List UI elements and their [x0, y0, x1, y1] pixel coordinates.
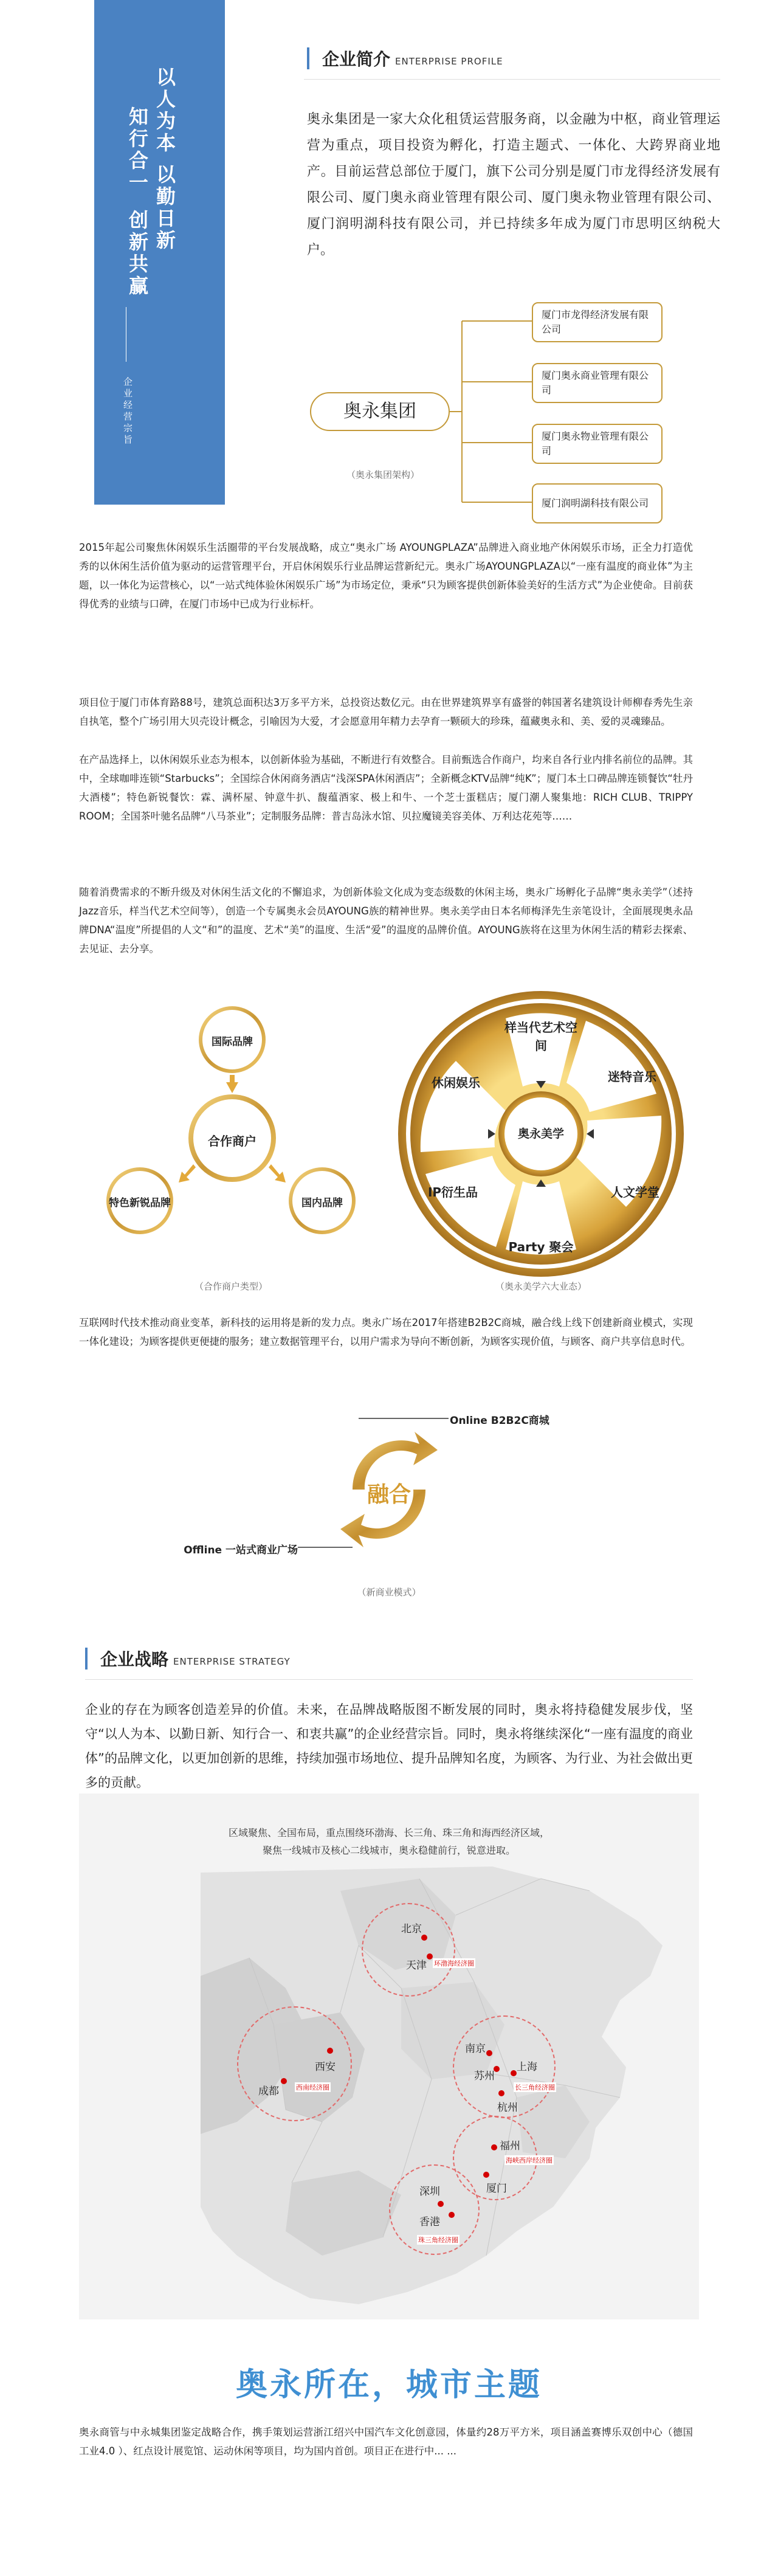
strategy-title-en: ENTERPRISE STRATEGY [173, 1656, 291, 1667]
internet-body: 互联网时代技术推动商业变革，新科技的运用将是新的发力点。奥永广场在2017年搭建B2B2C商城，融合线上线下创建新商业模式，实现一体化建设；为顾客提供更便捷的服务；建立数据管理平台，以用户需求为导向不断创新，为顾客实现价值，与顾客、商户共享信息时代。 [79, 1317, 693, 1347]
slogan-line-1: 以人为本 [153, 67, 176, 154]
partners-node-international: 国际品牌 [212, 1036, 253, 1048]
fusion-online-label: Online B2B2C商城 [450, 1415, 549, 1427]
fusion-caption: （新商业模式） [357, 1587, 421, 1598]
city-dot-shenzhen [438, 2201, 444, 2207]
zone-label-southwest: 西南经济圈 [296, 2084, 329, 2091]
org-child-2: 厦门奥永商业管理有限公司 [532, 363, 663, 403]
slogan-line-4: 创新共赢 [126, 210, 149, 297]
story-paragraph-2: 项目位于厦门市体育路88号，建筑总面积达3万多平方米，总投资达数亿元。由在世界建筑界享有盛誉的韩国著名建筑设计师柳春秀先生亲自执笔，整个广场引用大贝壳设计概念，引喻因为大爱，才会愿意用年精力去孕育一颗硕大的珍珠，蕴藏奥永和、美、爱的灵魂臻品。 [79, 697, 693, 727]
city-dot-xiamen [483, 2172, 489, 2178]
city-dot-xian [327, 2048, 333, 2054]
strategy-divider [85, 1679, 693, 1680]
city-dot-tianjin [427, 1953, 433, 1960]
city-label-chengdu: 成都 [258, 2085, 279, 2098]
city-label-shenzhen: 深圳 [419, 2186, 440, 2198]
city-label-xian: 西安 [315, 2061, 336, 2073]
footer-body: 奥永商管与中永城集团鉴定战略合作，携手策划运营浙江绍兴中国汽车文化创意园，体量约28万平方米，项目涵盖赛博乐双创中心（德国工业4.0 ）、红点设计展览馆、运动休闲等项目，均为国内首创。项目正在进行中... ... [79, 2426, 693, 2457]
ring-seg-party: Party 聚会 [508, 1240, 574, 1254]
ring-seg-art: 样当代艺术空间 [504, 1020, 577, 1053]
city-label-tianjin: 天津 [406, 1960, 427, 1972]
fusion-center-label: 融合 [367, 1482, 411, 1507]
slogan-subtitle: 企业经营宗旨 [122, 377, 133, 446]
story-paragraph-1: 2015年起公司聚焦休闲娱乐生活圈带的平台发展战略，成立“奥永广场 AYOUNGPLAZA”品牌进入商业地产休闲娱乐市场，正全力打造优秀的以休闲生活价值为驱动的运营管理平台，开启休闲娱乐行业品牌运营新纪元。奥永广场AYOUNGPLAZA以“一座有温度的商业体”为主题，以一体化为运营核心，以“一站式纯体验休闲娱乐广场”为市场定位，秉承“只为顾客提供创新体验美好的生活方式”为企业使命。目前获得优秀的业绩与口碑，在厦门市场中已成为行业标杆。 [79, 542, 693, 610]
ring-seg-ip: IP衍生品 [427, 1185, 478, 1200]
partners-center: 合作商户 [208, 1134, 256, 1148]
city-label-nanjing: 南京 [465, 2043, 486, 2055]
strategy-body: 企业的存在为顾客创造差异的价值。未来，在品牌战略版图不断发展的同时，奥永将持稳健发展步伐，坚守“以人为本、以勤日新、知行合一、和衷共赢”的企业经营宗旨。同时，奥永将继续深化“一座有温度的商业体”的品牌文化，以更加创新的思维，持续加强市场地位、提升品牌知名度，为顾客、为行业、为社会做出更多的贡献。 [85, 1702, 693, 1790]
city-dot-beijing [421, 1935, 427, 1941]
org-caption: （奥永集团架构） [346, 469, 419, 480]
city-dot-hongkong [449, 2212, 455, 2218]
fusion-offline-label: Offline 一站式商业广场 [184, 1544, 298, 1556]
city-label-hongkong: 香港 [419, 2216, 440, 2228]
intro-body: 奥永集团是一家大众化租赁运营服务商，以金融为中枢，商业管理运营为重点，项目投资为孵化，打造主题式、一体化、大跨界商业地产。目前运营总部位于厦门，旗下公司分别是厦门市龙得经济发展有限公司、厦门奥永商业管理有限公司、厦门奥永物业管理有限公司、厦门润明湖科技有限公司，并已持续多年成为厦门市思明区纳税大户。 [307, 112, 720, 258]
slogan-line-2: 以勤日新 [153, 164, 176, 252]
ring-seg-leisure: 休闲娱乐 [432, 1076, 480, 1090]
city-dot-shanghai [511, 2070, 517, 2076]
intro-divider [304, 79, 720, 80]
city-dot-fuzhou [491, 2144, 497, 2150]
org-child-3: 厦门奥永物业管理有限公司 [532, 424, 663, 464]
strategy-title: 企业战略 [100, 1649, 169, 1670]
city-label-hangzhou: 杭州 [497, 2102, 518, 2114]
ring-caption: （奥永美学六大业态） [495, 1281, 587, 1292]
map-intro [79, 1824, 699, 1859]
ring-seg-humanities: 人文学堂 [611, 1185, 659, 1200]
city-label-fuzhou: 福州 [500, 2140, 520, 2152]
zone-circle-bohai [362, 1903, 455, 1997]
map-intro-line-2: 聚焦一线城市及核心二线城市，奥永稳健前行，锐意进取。 [262, 1845, 515, 1856]
story-paragraph-3: 在产品选择上，以休闲娱乐业态为根本，以创新体验为基础，不断进行有效整合。目前甄选合作商户，均来自各行业内排名前位的品牌。其中，全球咖啡连锁“Starbucks”；全国综合休闲商务酒店“浅深SPA休闲酒店”；全新概念KTV品牌“纯K”；厦门本土口碑品牌连锁餐饮“牡丹大酒楼”；特色新锐餐饮：霖、满杯屋、钟意牛扒、馥蕴酒家、极上和牛、一个芝士蛋糕店；厦门潮人聚集地：RICH CLUB、TRIPPY ROOM；全国茶叶驰名品牌“八马茶业”；定制服务品牌：普吉岛泳水馆、贝拉魔镜美容美体、万利达花苑等…… [79, 754, 693, 822]
zone-label-prd: 珠三角经济圈 [418, 2236, 458, 2244]
city-label-beijing: 北京 [401, 1923, 422, 1935]
city-dot-hangzhou [498, 2090, 504, 2096]
footer-title: 奥永所在，城市主题 [235, 2367, 542, 2403]
partners-node-emerging: 特色新锐品牌 [109, 1197, 171, 1209]
zone-label-bohai: 环渤海经济圈 [434, 1960, 474, 1967]
ring-seg-music: 迷特音乐 [608, 1069, 656, 1084]
city-label-xiamen: 厦门 [486, 2183, 507, 2195]
org-child-4: 厦门润明湖科技有限公司 [532, 483, 663, 523]
slogan-line-3: 知行合一 [126, 106, 149, 194]
intro-section-bar [307, 47, 309, 69]
org-root: 奥永集团 [310, 392, 450, 431]
city-label-suzhou: 苏州 [474, 2070, 495, 2082]
ring-center: 奥永美学 [517, 1127, 564, 1141]
partners-caption: （合作商户类型） [194, 1281, 267, 1292]
zone-label-westcoast: 海峡西岸经济圈 [506, 2156, 553, 2164]
city-label-shanghai: 上海 [517, 2061, 537, 2073]
zone-label-yangtze: 长三角经济圈 [515, 2084, 555, 2091]
intro-title: 企业简介 [322, 49, 391, 69]
map-intro-line-1: 区域聚焦、全国布局，重点围绕环渤海、长三角、珠三角和海西经济区域， [228, 1827, 549, 1839]
partners-node-domestic: 国内品牌 [301, 1197, 343, 1209]
strategy-section-bar [85, 1648, 88, 1670]
city-dot-nanjing [486, 2050, 492, 2056]
org-child-1: 厦门市龙得经济发展有限公司 [532, 302, 663, 342]
story-paragraph-4: 随着消费需求的不断升级及对休闲生活文化的不懈追求，为创新体验文化成为变态级数的休闲主场，奥永广场孵化子品牌“奥永美学”（述持Jazz音乐，样当代艺术空间等），创造一个专属奥永会员AYOUNG族的精神世界。奥永美学由日本名师梅泽先生亲笔设计，全面展现奥永品牌DNA“温度”所提倡的人文“和”的温度、艺术“美”的温度、生活“爱”的温度的品牌价值。AYOUNG族将在这里为休闲生活的精彩去探索、去见证、去分享。 [79, 886, 693, 955]
city-dot-chengdu [281, 2078, 287, 2084]
intro-title-en: ENTERPRISE PROFILE [395, 56, 503, 67]
